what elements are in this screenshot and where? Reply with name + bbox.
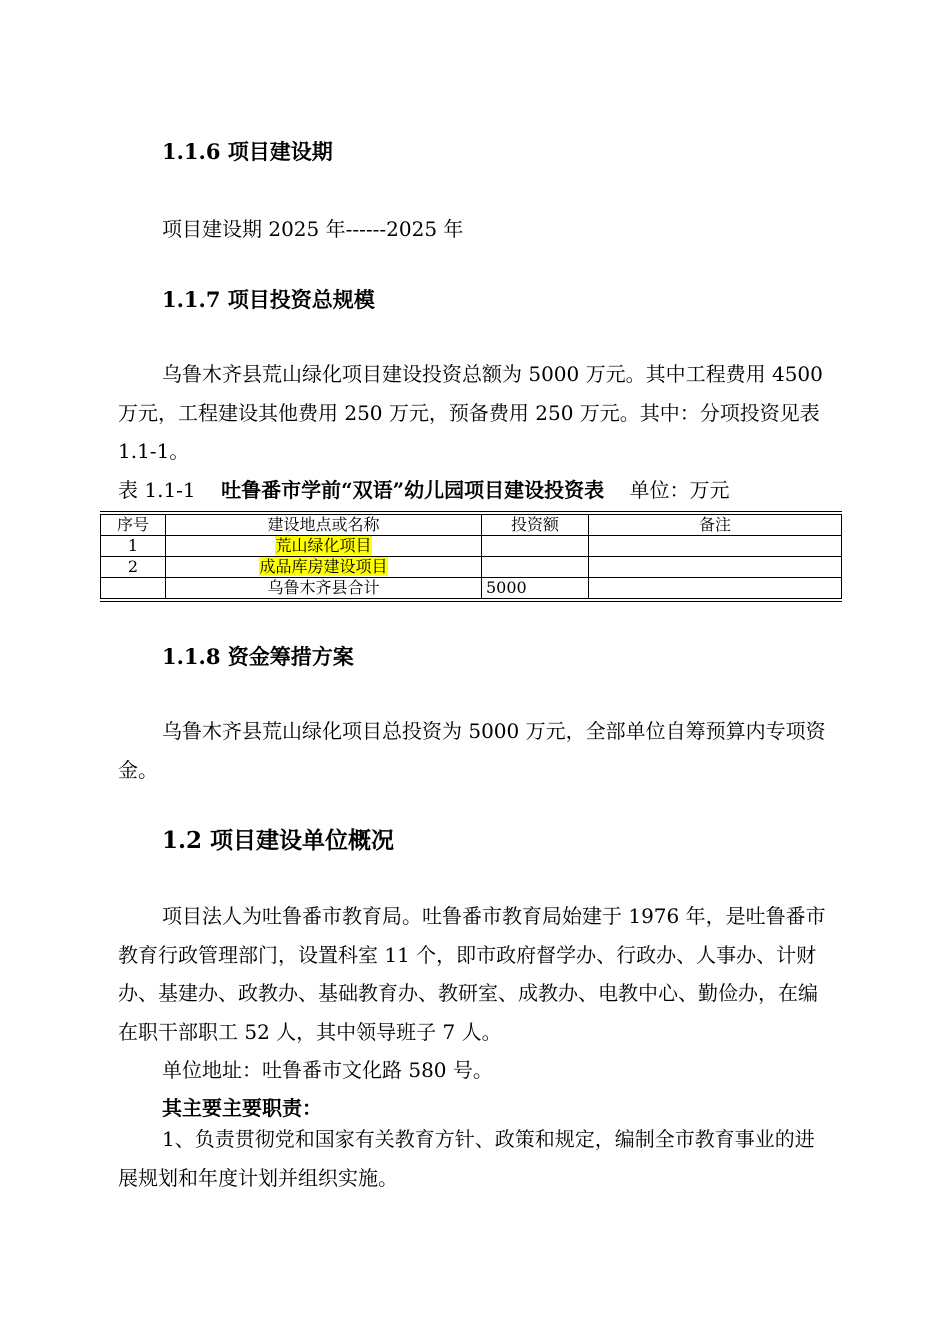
section-heading-1-1-8: 1.1.8 资金筹措方案 <box>162 644 354 669</box>
table-cell: 1 <box>101 536 166 557</box>
header-cell: 备注 <box>589 513 842 536</box>
table-unit: 单位：万元 <box>629 478 730 502</box>
table-header-row <box>101 513 842 536</box>
table-cell <box>166 557 482 578</box>
header-cell: 建设地点或名称 <box>166 513 482 536</box>
organization-paragraph: 项目法人为吐鲁番市教育局。吐鲁番市教育局始建于 1976 年，是吐鲁番市教育行政管理部门，设置科室 11 个，即市政府督学办、行政办、人事办、计财办、基建办、政教办、基础教育办、教研室、成教办、电教中心、勤俭办，在编在职干部职工 52 人，其中领导班子 7 人。 <box>118 904 826 1044</box>
table-cell <box>589 557 842 578</box>
table-cell <box>482 557 589 578</box>
construction-period-text: 项目建设期 2025 年------2025 年 <box>162 217 464 241</box>
table-cell: 乌鲁木齐县合计 <box>166 578 482 601</box>
table-total-row <box>101 578 842 601</box>
investment-table <box>100 511 842 602</box>
table-number: 表 1.1-1 <box>118 478 196 502</box>
table-cell <box>482 536 589 557</box>
table-title: 吐鲁番市学前“双语”幼儿园项目建设投资表 <box>221 478 605 502</box>
duties-title: 其主要主要职责： <box>162 1096 322 1120</box>
highlighted-text: 荒山绿化项目 <box>275 536 372 555</box>
table-cell <box>589 578 842 601</box>
table-cell <box>589 536 842 557</box>
funding-paragraph: 乌鲁木齐县荒山绿化项目总投资为 5000 万元，全部单位自筹预算内专项资金。 <box>118 719 826 782</box>
section-heading-1-2: 1.2 项目建设单位概况 <box>162 827 395 854</box>
table-row <box>101 557 842 578</box>
table-cell <box>101 578 166 601</box>
table-caption <box>118 474 730 503</box>
header-cell: 序号 <box>101 513 166 536</box>
header-cell: 投资额 <box>482 513 589 536</box>
table-cell: 2 <box>101 557 166 578</box>
highlighted-text: 成品库房建设项目 <box>259 557 388 576</box>
table-cell: 5000 <box>482 578 589 601</box>
section-heading-1-1-7: 1.1.7 项目投资总规模 <box>162 287 375 312</box>
table-row <box>101 536 842 557</box>
table-cell <box>166 536 482 557</box>
address-text: 单位地址：吐鲁番市文化路 580 号。 <box>162 1058 493 1082</box>
section-heading-1-1-6: 1.1.6 项目建设期 <box>162 139 333 164</box>
investment-paragraph: 乌鲁木齐县荒山绿化项目建设投资总额为 5000 万元。其中工程费用 4500 万元，工程建设其他费用 250 万元，预备费用 250 万元。其中：分项投资见表 1.1-1。 <box>118 362 823 463</box>
duty-item-1: 1、负责贯彻党和国家有关教育方针、政策和规定，编制全市教育事业的进展规划和年度计划并组织实施。 <box>118 1127 815 1190</box>
